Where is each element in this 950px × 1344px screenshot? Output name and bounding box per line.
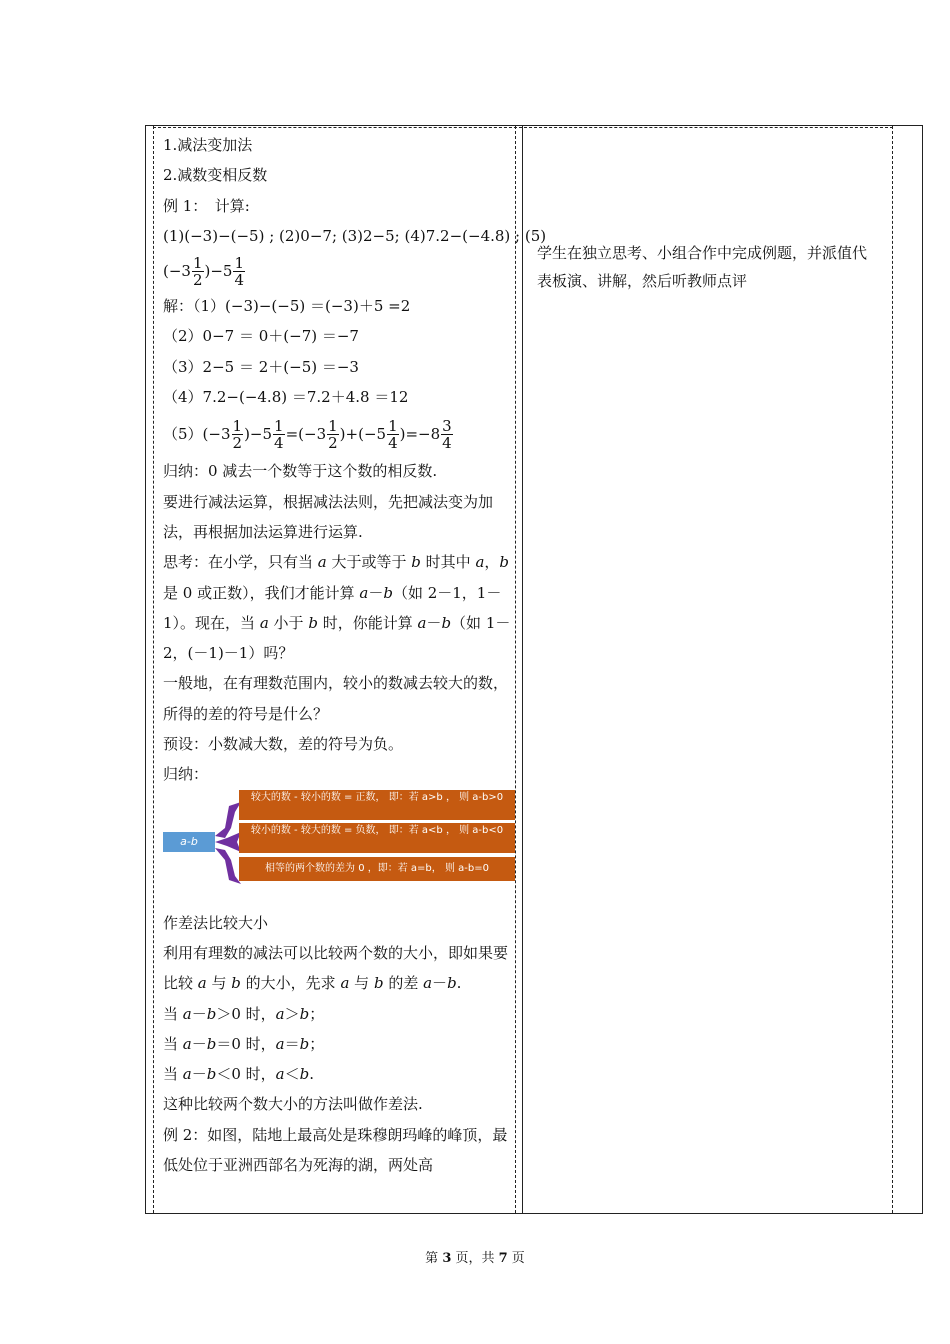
solution-5: （5） (−3 $\frac{1}{2}$ )−5 $\frac{1}{4}$ = (−3 $\frac{1}{2}$ )+(−5 $\frac{1}{4}$ )=−8 $\frac{3}{4}$ (163, 416, 452, 452)
fraction: $\frac{3}{4}$ (442, 416, 452, 452)
case-less: 当 a－b＜0 时，a＜b. (163, 1065, 315, 1084)
column-divider (522, 126, 523, 1213)
fraction: $\frac{1}{2}$ (232, 416, 243, 452)
example-1-problem-5: (−3 $\frac{1}{2}$ )−5 $\frac{1}{4}$ (163, 253, 245, 289)
fraction: $\frac{1}{4}$ (274, 416, 284, 452)
method-line: 这种比较两个数大小的方法叫做作差法. (163, 1095, 423, 1114)
activity-column: 学生在独立思考、小组合作中完成例题，并派值代表板演、讲解，然后听教师点评 (537, 244, 868, 290)
cell-top-dashed (153, 127, 893, 128)
rule-box-negative: 较小的数 - 较大的数 = 负数， 即：若 a<b ， 则 a-b<0 (239, 823, 515, 853)
summary-line: 归纳：0 减去一个数等于这个数的相反数. (163, 462, 438, 481)
a-minus-b-box: a-b (163, 832, 215, 852)
section-heading: 作差法比较大小 (163, 913, 269, 932)
table-border-left (145, 126, 146, 1213)
cell-border-dashed (892, 126, 893, 1213)
example-1-problems: (1)(−3)−(−5) ; (2)0−7; (3)2−5; (4)7.2−(−4.8) ; (5) (163, 226, 547, 245)
content-column (163, 130, 547, 1180)
fraction: $\frac{1}{4}$ (388, 416, 398, 452)
case-equal: 当 a－b＝0 时，a＝b； (163, 1034, 325, 1053)
summary-paragraph: 要进行减法运算，根据减法法则，先把减法变为加法，再根据加法运算进行运算. (163, 492, 494, 541)
fraction: $\frac{1}{2}$ (192, 253, 203, 289)
example-1-title: 例 1： 计算: (163, 196, 250, 215)
summary-label: 归纳： (163, 765, 209, 784)
rule-box-positive: 较大的数 - 较小的数 = 正数， 即：若 a>b ， 则 a-b>0 (239, 790, 515, 820)
sign-rule-diagram (163, 790, 521, 908)
cell-border-dashed (153, 126, 154, 1213)
fraction: $\frac{1}{4}$ (234, 253, 245, 289)
solution-3: （3）2−5 ＝ 2＋(−5) ＝−3 (163, 357, 359, 376)
text-line: 1.减法变加法 (163, 136, 253, 154)
solution-2: （2）0−7 ＝ 0＋(−7) ＝−7 (163, 327, 359, 346)
think-paragraph: 思考：在小学，只有当 a 大于或等于 b 时其中 a，b 是 0 或正数），我们才能计算 a－b（如 2－1，1－1）。现在，当 a 小于 b 时，你能计算 a－b（如 1－2，(－1)－1）吗？ (163, 553, 511, 663)
lesson-table (145, 125, 923, 1214)
text-line: 2.减数变相反数 (163, 166, 268, 185)
branch-arrows (215, 798, 241, 888)
solution-1: 解：（1）(−3)−(−5) ＝(−3)＋5 =2 (163, 297, 411, 316)
question-paragraph: 一般地，在有理数范围内，较小的数减去较大的数，所得的差的符号是什么？ (163, 674, 509, 723)
rule-box-zero: 相等的两个数的差为 0 ，即：若 a=b， 则 a-b=0 (239, 857, 515, 881)
compare-paragraph: 利用有理数的减法可以比较两个数的大小，即如果要比较 a 与 b 的大小，先求 a 与 b 的差 a－b. (163, 943, 509, 993)
fraction: $\frac{1}{2}$ (328, 416, 338, 452)
preset-line: 预设：小数减大数，差的符号为负。 (163, 735, 404, 754)
example-2-paragraph: 例 2：如图，陆地上最高处是珠穆朗玛峰的峰顶，最低处位于亚洲西部名为死海的湖，两处高 (163, 1125, 508, 1175)
case-greater: 当 a－b＞0 时，a＞b； (163, 1004, 325, 1023)
table-border-right (922, 126, 923, 1213)
solution-4: （4）7.2−(−4.8) ＝7.2＋4.8 ＝12 (163, 388, 409, 407)
page-footer: 第 3 页，共 7 页 (425, 1251, 525, 1266)
